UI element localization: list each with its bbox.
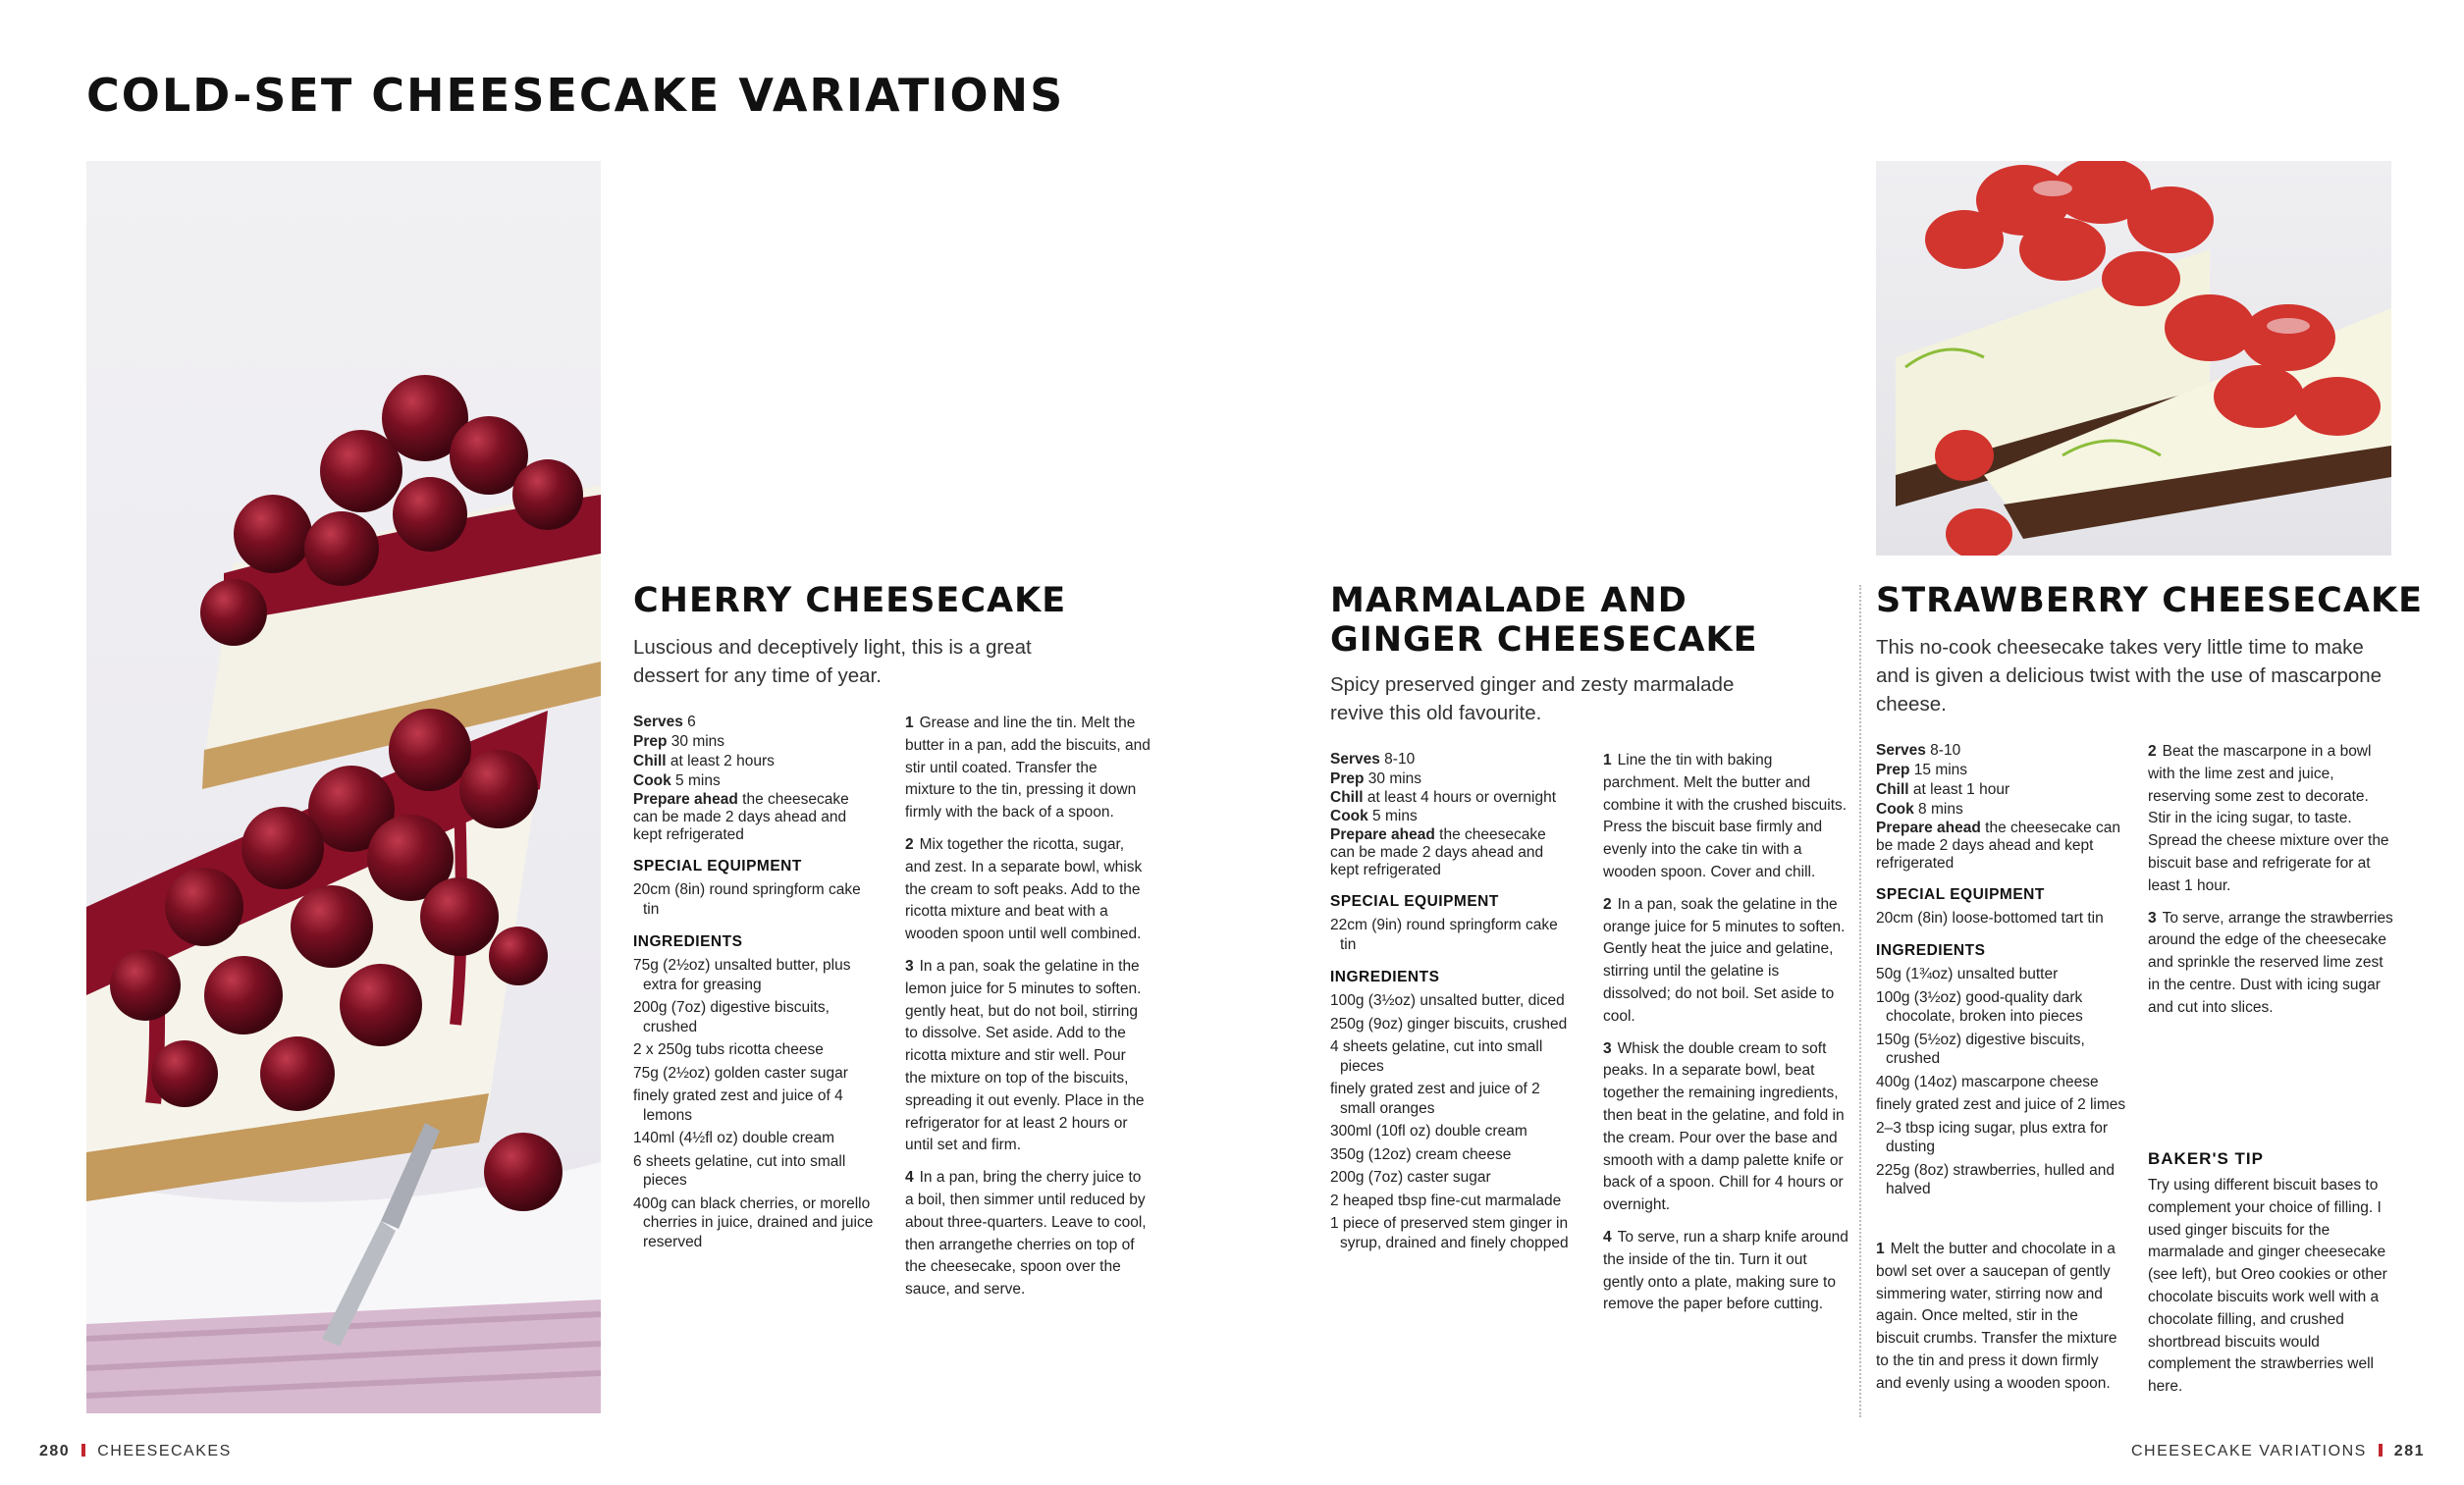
marmalade-prep: Prep 30 mins xyxy=(1330,770,1422,787)
cherry-cook: Cook 5 mins xyxy=(633,772,721,789)
ingredient: 100g (3½oz) unsalted butter, diced xyxy=(1330,992,1565,1009)
strawberry-details xyxy=(1876,741,2126,1203)
cherry-title: CHERRY CHEESECAKE xyxy=(633,581,1067,620)
ingredient: 200g (7oz) caster sugar xyxy=(1330,1169,1491,1186)
marmalade-ingredients-heading: INGREDIENTS xyxy=(1330,969,1440,985)
method-step: 1 Melt the butter and chocolate in a bowl set over a saucepan of gently simmering water, stirring now and again. Once melted, stir in the biscuit crumbs. Transfer the mixture to the tin and press it down firmly and evenly using a wooden spoon. xyxy=(1876,1241,2117,1392)
ingredient: finely grated zest and juice of 2 limes xyxy=(1876,1096,2126,1113)
ingredient: 2–3 tbsp icing sugar, plus extra for dusting xyxy=(1876,1119,2109,1155)
cherry-prepare-ahead: Prepare ahead the cheesecake can be made 2 days ahead and kept refrigerated xyxy=(633,791,849,843)
ingredient: 100g (3½oz) good-quality dark chocolate, broken into pieces xyxy=(1876,988,2083,1025)
ingredient: 400g (14oz) mascarpone cheese xyxy=(1876,1073,2099,1090)
strawberry-equipment: 20cm (8in) loose-bottomed tart tin xyxy=(1876,910,2104,927)
method-step: 4 To serve, run a sharp knife around the inside of the tin. Turn it out gently onto a plate, making sure to remove the paper before cutting. xyxy=(1603,1228,1848,1313)
strawberry-prep: Prep 15 mins xyxy=(1876,762,1968,778)
bakers-tip-title: BAKER'S TIP xyxy=(2148,1149,2264,1168)
footer-marker xyxy=(2379,1444,2383,1457)
cherry-equipment: 20cm (8in) round springform cake tin xyxy=(633,881,861,918)
strawberry-prepare-ahead: Prepare ahead the cheesecake can be made 2 days ahead and kept refrigerated xyxy=(1876,820,2121,872)
strawberry-intro: This no-cook cheesecake takes very little time to make and is given a delicious twist with the use of mascarpone cheese. xyxy=(1876,636,2383,716)
method-step: 2 Mix together the ricotta, sugar, and zest. In a separate bowl, whisk the cream to soft peaks. Add to the ricotta mixture and beat with a wooden spoon until well combined. xyxy=(905,835,1143,943)
cherry-intro: Luscious and deceptively light, this is a great dessert for any time of year. xyxy=(633,636,1032,687)
method-step: 4 In a pan, bring the cherry juice to a boil, then simmer until reduced by about three-quarters. Leave to cool, then arrangethe cherries on top of the cheesecake, spoon over the sauce, and serve. xyxy=(905,1169,1147,1299)
cherry-ingredients-list xyxy=(633,956,874,1251)
ingredient: 50g (1¾oz) unsalted butter xyxy=(1876,966,2059,982)
page-title: COLD-SET CHEESECAKE VARIATIONS xyxy=(86,69,1065,122)
ingredient: 350g (12oz) cream cheese xyxy=(1330,1145,1512,1163)
strawberry-title: STRAWBERRY CHEESECAKE xyxy=(1876,581,2423,620)
method-step: 3 Whisk the double cream to soft peaks. In a separate bowl, beat together the remaining ingredients, then beat in the gelatine, and fold in the cream. Pour over the base and smooth with a damp palette knife or back of a spoon. Chill for 4 hours or overnight. xyxy=(1603,1039,1845,1214)
ingredient: 4 sheets gelatine, cut into small pieces xyxy=(1330,1038,1543,1075)
ingredient: 250g (9oz) ginger biscuits, crushed xyxy=(1330,1015,1568,1033)
cherry-details xyxy=(633,713,874,1255)
strawberry-ingredients-list xyxy=(1876,965,2126,1199)
cherry-equipment-heading: SPECIAL EQUIPMENT xyxy=(633,858,802,875)
footer-left xyxy=(39,1443,232,1460)
strawberry-serves: Serves 8-10 xyxy=(1876,742,1961,759)
marmalade-equipment-heading: SPECIAL EQUIPMENT xyxy=(1330,893,1499,910)
ingredient: 2 heaped tbsp fine-cut marmalade xyxy=(1330,1192,1562,1209)
strawberry-chill: Chill at least 1 hour xyxy=(1876,781,2010,798)
cherry-prep: Prep 30 mins xyxy=(633,733,725,750)
method-step: 3 To serve, arrange the strawberries around the edge of the cheesecake and sprinkle the reserved lime zest in the centre. Dust with icing sugar and cut into slices. xyxy=(2148,909,2393,1016)
strawberry-ingredients-heading: INGREDIENTS xyxy=(1876,942,1986,959)
strawberry-equipment-heading: SPECIAL EQUIPMENT xyxy=(1876,886,2045,903)
column-divider xyxy=(1859,585,1861,1417)
strawberry-method-right xyxy=(2148,741,2393,1030)
strawberry-cheesecake-photo xyxy=(1876,161,2391,556)
bakers-tip-text: Try using different biscuit bases to complement your choice of filling. I used ginger biscuits for the marmalade and ginger cheesecake (see left), but Oreo cookies or other chocolate biscuits work well with a chocolate filling, and crushed shortbread biscuits would complement the strawberries well here. xyxy=(2148,1177,2387,1396)
method-step: 1 Line the tin with baking parchment. Melt the butter and combine it with the crushed biscuits. Press the biscuit base firmly and evenly into the cake tin with a wooden spoon. Cover and chill. xyxy=(1603,752,1848,880)
marmalade-prepare-ahead: Prepare ahead the cheesecake can be made 2 days ahead and kept refrigerated xyxy=(1330,826,1546,878)
method-step: 1 Grease and line the tin. Melt the butter in a pan, add the biscuits, and stir until coated. Transfer the mixture to the tin, pressing it down firmly with the back of a spoon. xyxy=(905,715,1151,822)
cherry-serves: Serves 6 xyxy=(633,714,696,730)
footer-marker xyxy=(81,1444,85,1457)
footer-section-left: CHEESECAKES xyxy=(97,1443,232,1459)
marmalade-intro: Spicy preserved ginger and zesty marmalade revive this old favourite. xyxy=(1330,673,1735,724)
ingredient: 2 x 250g tubs ricotta cheese xyxy=(633,1041,824,1058)
page-number-right: 281 xyxy=(2393,1443,2425,1459)
cherry-cheesecake-illustration xyxy=(86,161,601,1413)
marmalade-serves: Serves 8-10 xyxy=(1330,751,1416,768)
ingredient: finely grated zest and juice of 4 lemons xyxy=(633,1087,843,1124)
strawberry-method-left xyxy=(1876,1239,2121,1405)
cherry-cheesecake-photo xyxy=(86,161,601,1413)
ingredient: 75g (2½oz) golden caster sugar xyxy=(633,1064,848,1082)
cherry-ingredients-heading: INGREDIENTS xyxy=(633,933,743,950)
ingredient: 150g (5½oz) digestive biscuits, crushed xyxy=(1876,1031,2085,1067)
bakers-tip xyxy=(2148,1149,2393,1399)
ingredient: 300ml (10fl oz) double cream xyxy=(1330,1123,1527,1140)
page-number-left: 280 xyxy=(39,1443,71,1459)
marmalade-ingredients-list xyxy=(1330,991,1571,1252)
strawberry-cook: Cook 8 mins xyxy=(1876,801,1963,818)
marmalade-cook: Cook 5 mins xyxy=(1330,808,1418,824)
ingredient: 75g (2½oz) unsalted butter, plus extra for greasing xyxy=(633,957,851,993)
ingredient: 1 piece of preserved stem ginger in syrup, drained and finely chopped xyxy=(1330,1215,1569,1251)
ingredient: 6 sheets gelatine, cut into small pieces xyxy=(633,1152,846,1189)
ingredient: finely grated zest and juice of 2 small oranges xyxy=(1330,1081,1540,1117)
ingredient: 225g (8oz) strawberries, hulled and halved xyxy=(1876,1161,2115,1197)
footer-right xyxy=(2131,1443,2425,1460)
marmalade-method xyxy=(1603,750,1848,1326)
footer-section-right: CHEESECAKE VARIATIONS xyxy=(2130,1443,2367,1459)
marmalade-equipment: 22cm (9in) round springform cake tin xyxy=(1330,917,1558,953)
method-step: 2 Beat the mascarpone in a bowl with the lime zest and juice, reserving some zest to decorate. Stir in the icing sugar, to taste. Spread the cheese mixture over the biscuit base and refrigerate for at least 1 hour. xyxy=(2148,743,2389,894)
marmalade-title: MARMALADE AND GINGER CHEESECAKE xyxy=(1330,581,1758,660)
marmalade-chill: Chill at least 4 hours or overnight xyxy=(1330,789,1557,806)
marmalade-details xyxy=(1330,750,1571,1256)
ingredient: 140ml (4½fl oz) double cream xyxy=(633,1130,835,1146)
cherry-method xyxy=(905,713,1151,1311)
method-step: 2 In a pan, soak the gelatine in the orange juice for 5 minutes to soften. Gently heat the juice and gelatine, stirring until the gelatine is dissolved; do not boil. Set aside to cool. xyxy=(1603,895,1846,1025)
ingredient: 400g can black cherries, or morello cherries in juice, drained and juice reserved xyxy=(633,1194,874,1250)
method-step: 3 In a pan, soak the gelatine in the lemon juice for 5 minutes to soften. gently heat, but do not boil, stirring to dissolve. Set aside. Add to the ricotta mixture and stir well. Pour the mixture on top of the biscuits, spreading it out evenly. Place in the refrigerator for at least 2 hours or until set and firm. xyxy=(905,957,1145,1154)
cherry-chill: Chill at least 2 hours xyxy=(633,753,775,769)
strawberry-cheesecake-illustration xyxy=(1876,161,2391,556)
ingredient: 200g (7oz) digestive biscuits, crushed xyxy=(633,999,830,1035)
